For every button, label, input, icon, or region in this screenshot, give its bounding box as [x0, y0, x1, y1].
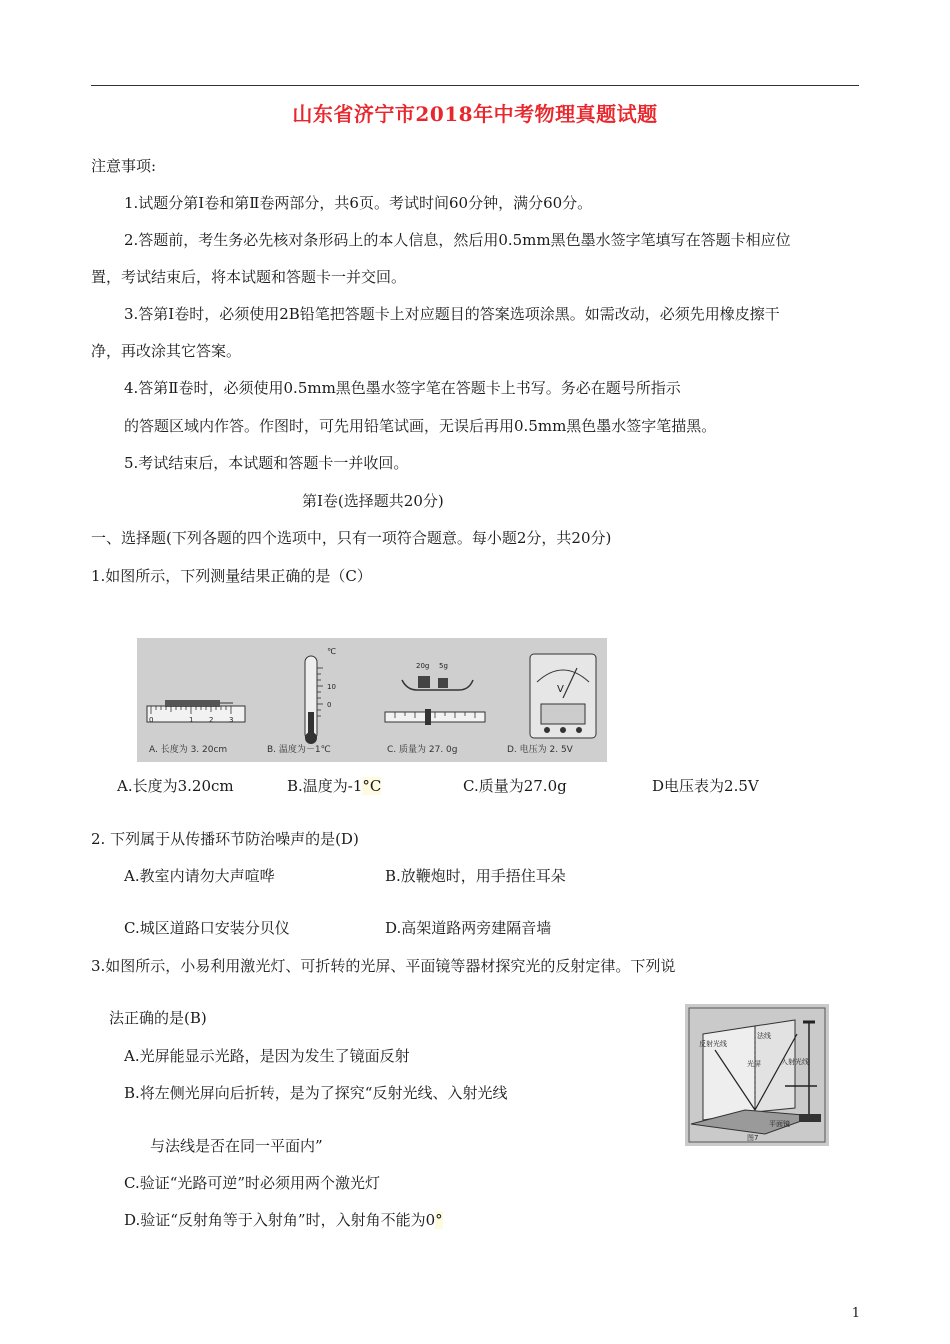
notice-item-2-line1: 2.答题前，考生务必先核对条形码上的本人信息，然后用0.5mm黑色墨水签字笔填写在答题卡相应位 — [124, 231, 791, 249]
voltmeter-figure — [530, 654, 596, 738]
notice-item-4-line2: 的答题区域内作答。作图时，可先用铅笔试画，无误后再用0.5mm黑色墨水签字笔描黑。 — [124, 417, 717, 435]
part1-heading: 一、选择题(下列各题的四个选项中，只有一项符合题意。每小题2分，共20分) — [91, 529, 612, 547]
weight-5g: 5g — [439, 662, 448, 670]
q3-option-b-line1: B.将左侧光屏向后折转，是为了探究“反射光线、入射光线 — [124, 1084, 508, 1102]
fig-caption-b: B. 温度为－1℃ — [267, 745, 331, 755]
notice-item-3-line2: 净，再改涂其它答案。 — [91, 342, 242, 360]
q3-option-b-line2: 与法线是否在同一平面内” — [150, 1137, 323, 1155]
label-normal: 法线 — [757, 1032, 771, 1040]
q1-option-d: D电压表为2.5V — [652, 777, 759, 795]
label-reflected: 反射光线 — [699, 1040, 727, 1048]
ruler-num-2: 2 — [209, 716, 214, 724]
q1-option-a: A.长度为3.20cm — [117, 777, 234, 795]
q1-option-b — [287, 776, 381, 796]
q2-option-b: B.放鞭炮时，用手捂住耳朵 — [385, 867, 566, 885]
q3-stem-line1: 3.如图所示，小易利用激光灯、可折转的光屏、平面镜等器材探究光的反射定律。下列说 — [91, 957, 676, 975]
ruler-num-1: 1 — [189, 716, 194, 724]
q1-option-b-text: B.温度为-1 — [287, 777, 363, 795]
q3-option-c: C.验证“光路可逆”时必须用两个激光灯 — [124, 1174, 381, 1192]
notice-heading: 注意事项: — [91, 157, 157, 175]
label-incident: 入射光线 — [781, 1058, 809, 1066]
fig-caption-a: A. 长度为 3. 20cm — [149, 745, 228, 755]
header-rule — [91, 85, 859, 86]
q1-option-c: C.质量为27.0g — [463, 777, 567, 795]
therm-tick-0: 0 — [327, 701, 332, 709]
notice-item-4-line1: 4.答第Ⅱ卷时，必须使用0.5mm黑色墨水签字笔在答题卡上书写。务必在题号所指示 — [124, 379, 681, 397]
label-screen: 光屏 — [747, 1060, 761, 1068]
therm-tick-10: 10 — [327, 683, 336, 691]
q1-option-b-unit: °C — [362, 777, 382, 795]
page-title: 山东省济宁市2018年中考物理真题试题 — [292, 102, 658, 126]
notice-item-3-line1: 3.答第Ⅰ卷时，必须使用2B铅笔把答题卡上对应题目的答案选项涂黑。如需改动，必须先用橡皮擦干 — [124, 305, 780, 323]
q1-stem: 1.如图所示，下列测量结果正确的是（C） — [91, 567, 372, 585]
fig-caption-d: D. 电压为 2. 5V — [507, 745, 573, 755]
q2-option-c: C.城区道路口安装分贝仪 — [124, 919, 290, 937]
q3-option-a: A.光屏能显示光路，是因为发生了镜面反射 — [124, 1047, 410, 1065]
q3-stem-line2: 法正确的是(B) — [109, 1009, 207, 1027]
q2-option-a: A.教室内请勿大声喧哗 — [124, 867, 275, 885]
q3-option-d-unit: ° — [435, 1211, 443, 1229]
meter-symbol: V — [557, 684, 564, 695]
label-figure-caption: 图7 — [747, 1134, 759, 1142]
q3-option-d — [124, 1210, 443, 1230]
notice-item-5: 5.考试结束后，本试题和答题卡一并收回。 — [124, 454, 409, 472]
label-mirror: 平面镜 — [769, 1120, 790, 1128]
q3-figure — [685, 1004, 829, 1146]
notice-item-1: 1.试题分第Ⅰ卷和第Ⅱ卷两部分，共6页。考试时间60分钟，满分60分。 — [124, 194, 593, 212]
page-number: 1 — [851, 1306, 860, 1321]
weight-20g: 20g — [416, 662, 430, 670]
therm-unit: ℃ — [327, 647, 336, 656]
q3-option-d-text: D.验证“反射角等于入射角”时，入射角不能为0 — [124, 1211, 436, 1229]
q2-stem: 2. 下列属于从传播环节防治噪声的是(D) — [91, 830, 359, 848]
q1-figure — [137, 638, 607, 762]
ruler-num-0: 0 — [149, 716, 154, 724]
notice-item-2-line2: 置，考试结束后，将本试题和答题卡一并交回。 — [91, 268, 407, 286]
fig-caption-c: C. 质量为 27. 0g — [387, 745, 458, 755]
ruler-num-3: 3 — [229, 716, 234, 724]
q2-option-d: D.高架道路两旁建隔音墙 — [385, 919, 552, 937]
section-title: 第Ⅰ卷(选择题共20分) — [302, 492, 444, 510]
